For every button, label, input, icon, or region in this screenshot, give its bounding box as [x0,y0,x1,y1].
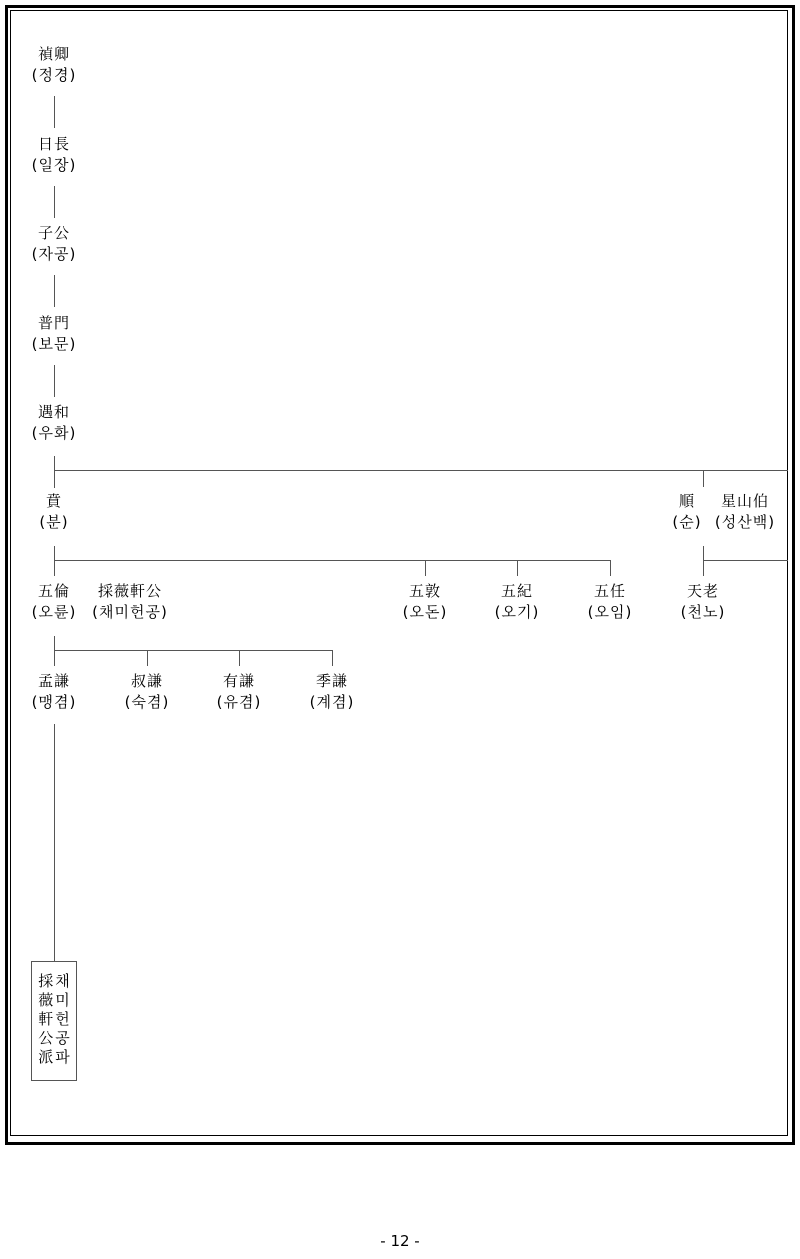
line-jeonggyeong-iljang [54,96,55,128]
branch-hangul-char: 파 [55,1048,70,1066]
branch-hanja-char: 派 [38,1048,54,1066]
line-oryun-children [54,650,332,651]
node-hanja: 子公 [37,224,70,242]
node-hangul: (성산백) [714,513,776,531]
page-border-inner [10,10,788,1136]
line-iljang-jagong [54,186,55,218]
line-jagong-bomun [54,275,55,307]
line-uhwa-gen [54,456,55,488]
node-hanja: 五紀 [500,582,533,600]
node-hanja: 禎卿 [37,45,70,63]
node-sukgyeom [125,671,170,713]
node-hangul: (오기) [494,603,540,621]
branch-hangul-char: 공 [55,1029,70,1047]
node-hanja: 遇和 [37,403,70,421]
node-seongsanbaek [715,491,775,533]
node-hanja: 五敦 [408,582,441,600]
node-hangul: (정경) [31,66,77,84]
node-hangul: (맹겸) [31,693,77,711]
node-oryun [32,581,77,623]
node-bomun [32,313,77,355]
node-jeonggyeong [32,44,77,86]
node-hangul: (오륜) [31,603,77,621]
node-hanja: 季謙 [315,672,348,690]
branch-hanja-char: 採 [38,972,54,990]
node-cheonno [681,581,726,623]
line-bomun-uhwa [54,365,55,397]
line-bun-children [54,560,610,561]
node-hangul: (천노) [680,603,726,621]
node-hangul: (우화) [31,424,77,442]
node-maenggyeom [32,671,77,713]
node-hanja: 五倫 [37,582,70,600]
node-hangul: (보문) [31,335,77,353]
line-maenggyeom-pa [54,724,55,961]
line-drop-oim [610,560,611,576]
node-hanja: 採薇軒公 [97,582,163,600]
line-sun-gen [703,546,704,576]
node-hangul: (자공) [31,245,77,263]
node-sun [672,491,701,533]
page-number: - 12 - [380,1232,420,1250]
branch-hanja-char: 軒 [38,1010,54,1028]
node-uhwa [32,402,77,444]
node-hanja: 天老 [686,582,719,600]
node-hangul: (계겸) [309,693,355,711]
node-hanja: 順 [678,492,696,510]
node-hangul: (오임) [587,603,633,621]
node-odon [403,581,448,623]
node-hanja: 普門 [37,314,70,332]
branch-hangul-char: 미 [55,991,70,1009]
line-drop-odon [425,560,426,576]
node-ogi [495,581,540,623]
node-bun [39,491,68,533]
branch-hangul-char: 채 [55,972,70,990]
line-uhwa-siblings [54,470,788,471]
line-drop-ogi [517,560,518,576]
node-hangul: (순) [672,513,702,531]
node-hangul: (채미헌공) [92,603,168,621]
node-yugyeom [217,671,262,713]
branch-label-box [31,961,77,1081]
node-oim [588,581,633,623]
node-hanja: 賁 [45,492,63,510]
node-jagong [32,223,77,265]
node-hangul: (오돈) [402,603,448,621]
node-hangul: (분) [39,513,69,531]
branch-hangul-char: 헌 [55,1010,70,1028]
line-bun-gen [54,546,55,576]
branch-hanja-char: 薇 [38,991,54,1009]
branch-label-hanja [38,972,53,1080]
line-drop-sukgyeom [147,650,148,666]
line-drop-sun [703,470,704,487]
line-drop-gyegyeom [332,650,333,666]
line-drop-yugyeom [239,650,240,666]
node-hanja: 孟謙 [37,672,70,690]
node-gyegyeom [310,671,355,713]
node-hanja: 叔謙 [130,672,163,690]
branch-label-hangul [55,972,70,1080]
node-hanja: 日長 [37,135,70,153]
node-hangul: (숙겸) [124,693,170,711]
node-hangul: (유겸) [216,693,262,711]
node-iljang [32,134,77,176]
node-hangul: (일장) [31,156,77,174]
node-chaemiheongong [92,581,168,623]
node-hanja: 有謙 [222,672,255,690]
node-hanja: 星山伯 [720,492,769,510]
line-oryun-gen [54,636,55,666]
node-hanja: 五任 [593,582,626,600]
branch-hanja-char: 公 [38,1029,54,1047]
line-sun-children [703,560,788,561]
